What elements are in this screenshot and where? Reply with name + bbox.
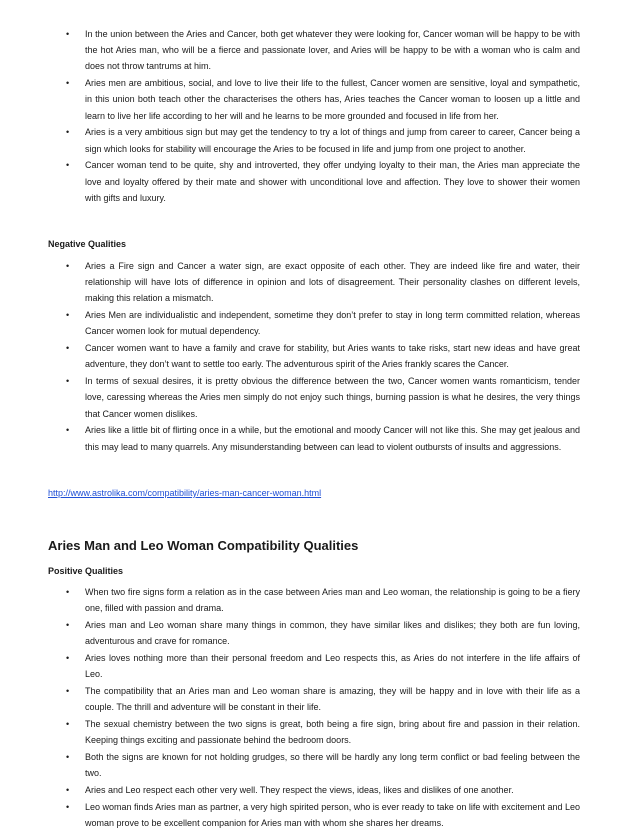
list-item-text: When two fire signs form a relation as in the case between Aries man and Leo woman, the relationship is going to be a fiery one, filled with passion and drama. <box>85 587 580 614</box>
bullet-icon: • <box>66 343 70 354</box>
intro-bullet-list <box>48 26 580 207</box>
bullet-icon: • <box>66 29 70 39</box>
list-item <box>48 373 580 422</box>
list-item <box>48 307 580 339</box>
bullet-icon: • <box>66 127 70 138</box>
bullet-icon: • <box>66 801 70 812</box>
list-item-text: In the union between the Aries and Cancer, both get whatever they were looking for, Cancer woman will be happy to be with the hot Aries man, who will be a fierce and passionate lover, and Aries will be happy to be with a woman who is calm and does not throw tantrums at him. <box>85 29 580 72</box>
list-item-text: Aries Men are individualistic and independent, sometime they don’t prefer to stay in long term committed relation, whereas Cancer women look for mutual dependency. <box>85 310 580 337</box>
list-item-text: Aries and Leo respect each other very well. They respect the views, ideas, likes and dislikes of one another. <box>85 785 514 795</box>
bullet-icon: • <box>66 78 70 89</box>
negative-qualities-heading: Negative Qualities <box>48 239 127 249</box>
list-item <box>48 683 580 715</box>
bullet-icon: • <box>66 620 70 630</box>
bullet-icon: • <box>66 752 70 762</box>
list-item-text: Aries is a very ambitious sign but may get the tendency to try a lot of things and jump from career to career, Cancer being a sign which looks for stability will encourage the Aries to be focused in life and jump from one project to another. <box>85 127 580 154</box>
list-item <box>48 157 580 206</box>
list-item <box>48 799 580 831</box>
list-item <box>48 650 580 682</box>
list-item-text: Both the signs are known for not holding grudges, so there will be hardly any long term conflict or bad feeling between the two. <box>85 752 580 779</box>
list-item <box>48 716 580 748</box>
list-item <box>48 26 580 75</box>
list-item-text: Aries loves nothing more than their personal freedom and Leo respects this, as Aries do not interfere in the life affairs of Leo. <box>85 653 580 680</box>
list-item-text: Aries men are ambitious, social, and love to live their life to the fullest, Cancer women are sensitive, loyal and sympathetic, in this union both teach other the characterises the others has, Aries teaches the Cancer woman to loosen up a little and learn to live her life according to her will and he learns to be more grounded and focused in life from her. <box>85 78 580 121</box>
positive-bullet-list <box>48 584 580 832</box>
bullet-icon: • <box>66 261 70 271</box>
list-item <box>48 422 580 454</box>
list-item-text: In terms of sexual desires, it is pretty obvious the difference between the two, Cancer women wants romanticism, tender love, caressing whereas the Aries men simply do not enjoy such things, burning passion is what he desires, the very things that Cancer women dislikes. <box>85 376 580 419</box>
negative-bullet-list <box>48 258 580 455</box>
bullet-icon: • <box>66 719 70 729</box>
bullet-icon: • <box>66 160 70 171</box>
list-item-text: Aries like a little bit of flirting once in a while, but the emotional and moody Cancer will not like this. She may get jealous and this may lead to many quarrels. Any misunderstanding between can lead to violent outbursts of insults and aggressions. <box>85 425 580 452</box>
list-item-text: Cancer woman tend to be quite, shy and introverted, they offer undying loyalty to their man, the Aries man appreciate the love and loyalty offered by their mate and shower with unconditional love and affection. They love to shower their women with gifts and luxury. <box>85 160 580 203</box>
list-item <box>48 75 580 124</box>
list-item-text: Cancer women want to have a family and crave for stability, but Aries wants to take risks, start new ideas and have great adventure, they don’t want to settle too early. The adventurous spirit of the Aries frankly scares the Cancer. <box>85 343 580 370</box>
list-item-text: The compatibility that an Aries man and Leo woman share is amazing, they will be happy and in love with their life as a couple. The thrill and adventure will be constant in their life. <box>85 686 580 713</box>
list-item <box>48 124 580 156</box>
bullet-icon: • <box>66 310 70 321</box>
list-item-text: Aries a Fire sign and Cancer a water sign, are exact opposite of each other. They are indeed like fire and water, their relationship will have lots of difference in opinion and lots of disagreement. Their personality clashes on different levels, making this relation a mismatch. <box>85 261 580 304</box>
source-link[interactable]: http://www.astrolika.com/compatibility/aries-man-cancer-woman.html <box>48 488 322 498</box>
list-item <box>48 782 580 798</box>
list-item <box>48 617 580 649</box>
list-item-text: Aries man and Leo woman share many things in common, they have similar likes and dislikes; they both are fun loving, adventurous and crave for romance. <box>85 620 580 647</box>
list-item <box>48 584 580 616</box>
positive-qualities-heading: Positive Qualities <box>48 566 124 576</box>
list-item <box>48 749 580 781</box>
list-item <box>48 258 580 307</box>
bullet-icon: • <box>66 376 70 387</box>
leo-section-heading: Aries Man and Leo Woman Compatibility Qualities <box>48 538 359 553</box>
list-item-text: Leo woman finds Aries man as partner, a very high spirited person, who is ever ready to take on life with excitement and Leo woman prove to be excellent companion for Aries man with whom she shares her dreams. <box>85 801 580 828</box>
bullet-icon: • <box>66 425 70 436</box>
list-item <box>48 340 580 372</box>
list-item-text: The sexual chemistry between the two signs is great, both being a fire sign, bring about fire and passion in their relation. Keeping things exciting and passionate behind the bedroom doors. <box>85 719 580 746</box>
bullet-icon: • <box>66 686 70 696</box>
bullet-icon: • <box>66 785 70 795</box>
bullet-icon: • <box>66 587 70 597</box>
bullet-icon: • <box>66 653 70 663</box>
